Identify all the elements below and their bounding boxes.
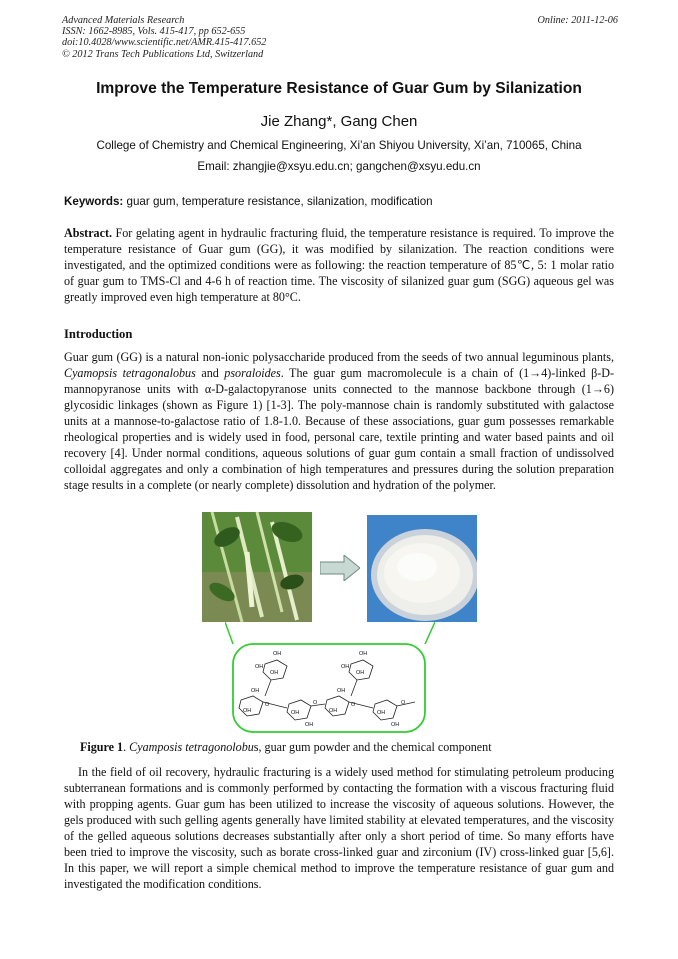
chem-label-oh-7: OH <box>251 688 260 694</box>
journal-issn: ISSN: 1662-8985, Vols. 415-417, pp 652-655 <box>62 26 246 38</box>
online-date: Online: 2011-12-06 <box>537 15 618 26</box>
intro-and: and <box>195 366 225 380</box>
chem-label-o-4: O <box>401 700 406 706</box>
abstract <box>64 225 614 305</box>
keywords <box>64 195 624 208</box>
chem-label-oh-11: OH <box>329 708 338 714</box>
chem-label-o-1: O <box>265 702 270 708</box>
abstract-text: For gelating agent in hydraulic fracturing fluid, the temperature resistance is required. To improve the temperature resistance of Guar gum (GG), it was modified by silanization. The reaction conditions were investigated, and the optimized conditions were as following: the reaction temperature of 85℃, 5: 1 molar ratio of guar gum to TMS-Cl and 4-6 h of reaction time. The viscosity of silanized guar gum (SGG) aqueous gel was greatly improved even high temperature at 80°C. <box>64 226 614 304</box>
introduction-paragraph-1 <box>64 349 614 493</box>
chem-label-oh-14: OH <box>391 722 400 728</box>
paper-title: Improve the Temperature Resistance of Guar Gum by Silanization <box>96 80 582 97</box>
chem-label-o-3: O <box>351 702 356 708</box>
chem-label-o-2: O <box>313 700 318 706</box>
chem-label-oh-1: OH <box>273 651 282 657</box>
guar-gum-chemical-structure <box>225 622 435 736</box>
chem-label-oh-13: OH <box>305 722 314 728</box>
abstract-label: Abstract. <box>64 226 113 240</box>
chem-label-oh-6: OH <box>356 670 365 676</box>
keywords-text: guar gum, temperature resistance, silanization, modification <box>126 195 433 208</box>
chem-label-oh-2: OH <box>255 664 264 670</box>
chem-label-oh-9: OH <box>243 708 252 714</box>
guar-powder-photo <box>367 515 477 622</box>
journal-copyright: © 2012 Trans Tech Publications Ltd, Switzerland <box>62 48 264 60</box>
intro-text-b: . The guar gum macromolecule is a chain of (1→4)-linked β-D-mannopyranose units with α-D-galactopyranose units connected to the mannose backbone through (1→6) glycosidic linkages (shown as Figure 1) [1-3]. The poly-mannose chain is randomly substituted with galactose units at a mannose-to-galactose ratio of 1.8-1.0. Because of these associations, guar gum possesses remarkable rheological properties and is widely used in food, personal care, textile printing and water based paints and oil recovery [4]. Under normal conditions, aqueous solutions of guar gum contain a small fraction of undissolved colloidal aggregates and only a combination of high temperatures and pressures during the solution preparation stage results in a complete (or nearly complete) dissolution and hydration of the polymer. <box>64 366 615 492</box>
right-arrow-icon <box>320 555 360 581</box>
chem-label-oh-5: OH <box>341 664 350 670</box>
figure-caption <box>80 740 492 755</box>
figure-label: Figure 1 <box>80 740 124 754</box>
chem-label-oh-8: OH <box>337 688 346 694</box>
paper-affiliation: College of Chemistry and Chemical Engineering, Xi’an Shiyou University, Xi’an, 710065, China <box>96 139 582 152</box>
figure-sep: . <box>123 740 130 754</box>
paper-email: Email: zhangjie@xsyu.edu.cn; gangchen@xsyu.edu.cn <box>197 160 481 173</box>
introduction-paragraph-2: In the field of oil recovery, hydraulic fracturing is a widely used method for stimulating petroleum producing subterranean formations and is commonly performed by contacting the formation with a viscous fracturing fluid with propping agents. Guar gum has been utilized to increase the viscosity of aqueous solutions. However, the gels produced with such gelling agents generally have limited stability at elevated temperatures, and the viscosity of the gelled aqueous solutions decreases substantially after only a short period of time. So many efforts have been tried to improve the viscosity, such as borate cross-linked guar and zirconium (IV) cross-linked guar [5,6]. In this paper, we will report a simple chemical method to improve the temperature resistance of guar gum and investigated the modification conditions. <box>64 765 614 891</box>
journal-header <box>62 15 618 60</box>
paper-authors: Jie Zhang*, Gang Chen <box>260 113 418 130</box>
intro-text-a: Guar gum (GG) is a natural non-ionic polysaccharide produced from the seeds of two annual leguminous plants, <box>64 350 614 364</box>
species-name-1: Cyamopsis tetragonalobus <box>64 366 196 380</box>
keywords-label: Keywords: <box>64 195 124 208</box>
species-name-2: psoraloides <box>224 366 281 380</box>
introduction-heading: Introduction <box>64 327 133 341</box>
figure-species: Cyamposis tetragonolobu <box>129 740 254 754</box>
chem-label-oh-10: OH <box>291 710 300 716</box>
guar-plant-photo <box>202 512 312 622</box>
chem-label-oh-4: OH <box>359 651 368 657</box>
chem-label-oh-3: OH <box>270 670 279 676</box>
journal-name: Advanced Materials Research <box>62 15 185 26</box>
chem-label-oh-12: OH <box>377 710 386 716</box>
journal-doi: doi:10.4028/www.scientific.net/AMR.415-417.652 <box>62 37 267 49</box>
figure-text: s, guar gum powder and the chemical component <box>253 740 492 754</box>
